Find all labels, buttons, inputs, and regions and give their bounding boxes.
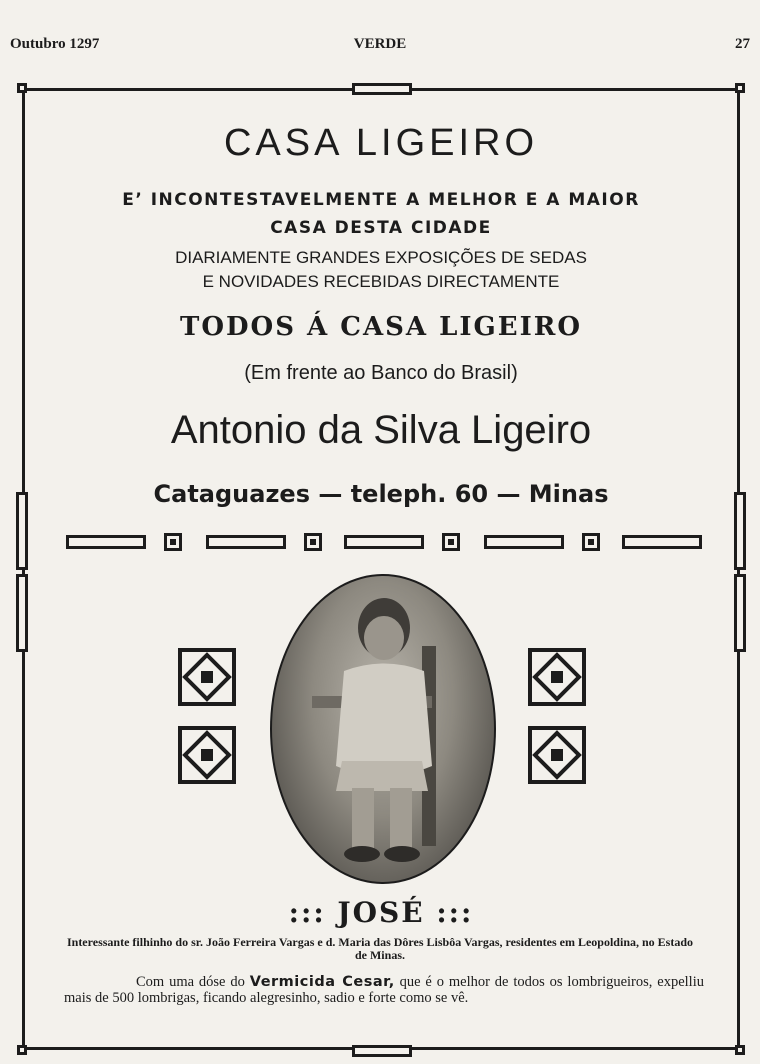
divider-square xyxy=(304,533,322,551)
city-phone-line: Cataguazes — teleph. 60 — Minas xyxy=(153,480,609,508)
address-line: (Em frente ao Banco do Brasil) xyxy=(244,362,518,384)
testimonial-end: que é o melhor de todos os lombrigueiros, expelliu mais de 500 lombrigas, ficando alegresinho, sadio e forte como se vê. xyxy=(64,974,704,1006)
magazine-title: VERDE xyxy=(353,36,407,52)
frame-corner xyxy=(17,83,27,93)
geometric-motif-icon xyxy=(178,726,236,784)
frame-corner xyxy=(17,1045,27,1055)
frame-tab xyxy=(352,83,412,95)
exhibitions-line: DIARIAMENTE GRANDES EXPOSIÇÕES DE SEDAS xyxy=(175,248,587,267)
product-name: Vermicida Cesar, xyxy=(249,974,395,990)
divider-bar xyxy=(622,535,702,549)
shop-title: CASA LIGEIRO xyxy=(223,122,539,164)
portrait-figure xyxy=(272,576,496,884)
geometric-motif-icon xyxy=(178,648,236,706)
divider-square xyxy=(164,533,182,551)
owner-name: Antonio da Silva Ligeiro xyxy=(170,408,592,452)
page-number: 27 xyxy=(735,36,750,52)
frame-tab xyxy=(352,1045,412,1057)
photo-caption: Interessante filhinho do sr. João Ferreira Vargas e d. Maria das Dôres Lisbôa Vargas, residentes em Leopoldina, no Estado de Minas. xyxy=(66,935,694,962)
portrait-photo xyxy=(270,574,496,884)
tagline-line-2: CASA DESTA CIDADE xyxy=(270,218,492,238)
frame-tab xyxy=(16,574,28,652)
geometric-motif-icon xyxy=(528,648,586,706)
child-name: ::: JOSÉ ::: xyxy=(288,896,474,929)
divider-square xyxy=(582,533,600,551)
testimonial-start: Com uma dóse do xyxy=(136,974,250,990)
divider-bar xyxy=(206,535,286,549)
geometric-motif-icon xyxy=(528,726,586,784)
page-header xyxy=(10,36,750,58)
novelties-line: E NOVIDADES RECEBIDAS DIRECTAMENTE xyxy=(202,272,560,291)
tagline-line-1: E’ INCONTESTAVELMENTE A MELHOR E A MAIOR xyxy=(122,190,640,210)
frame-corner xyxy=(735,83,745,93)
divider-square xyxy=(442,533,460,551)
divider-bar xyxy=(66,535,146,549)
frame-corner xyxy=(735,1045,745,1055)
divider-bar xyxy=(344,535,424,549)
divider-bar xyxy=(484,535,564,549)
testimonial-text xyxy=(64,974,704,1006)
frame-tab xyxy=(734,574,746,652)
issue-date: Outubro 1297 xyxy=(10,36,100,52)
slogan: TODOS Á CASA LIGEIRO xyxy=(180,312,582,342)
